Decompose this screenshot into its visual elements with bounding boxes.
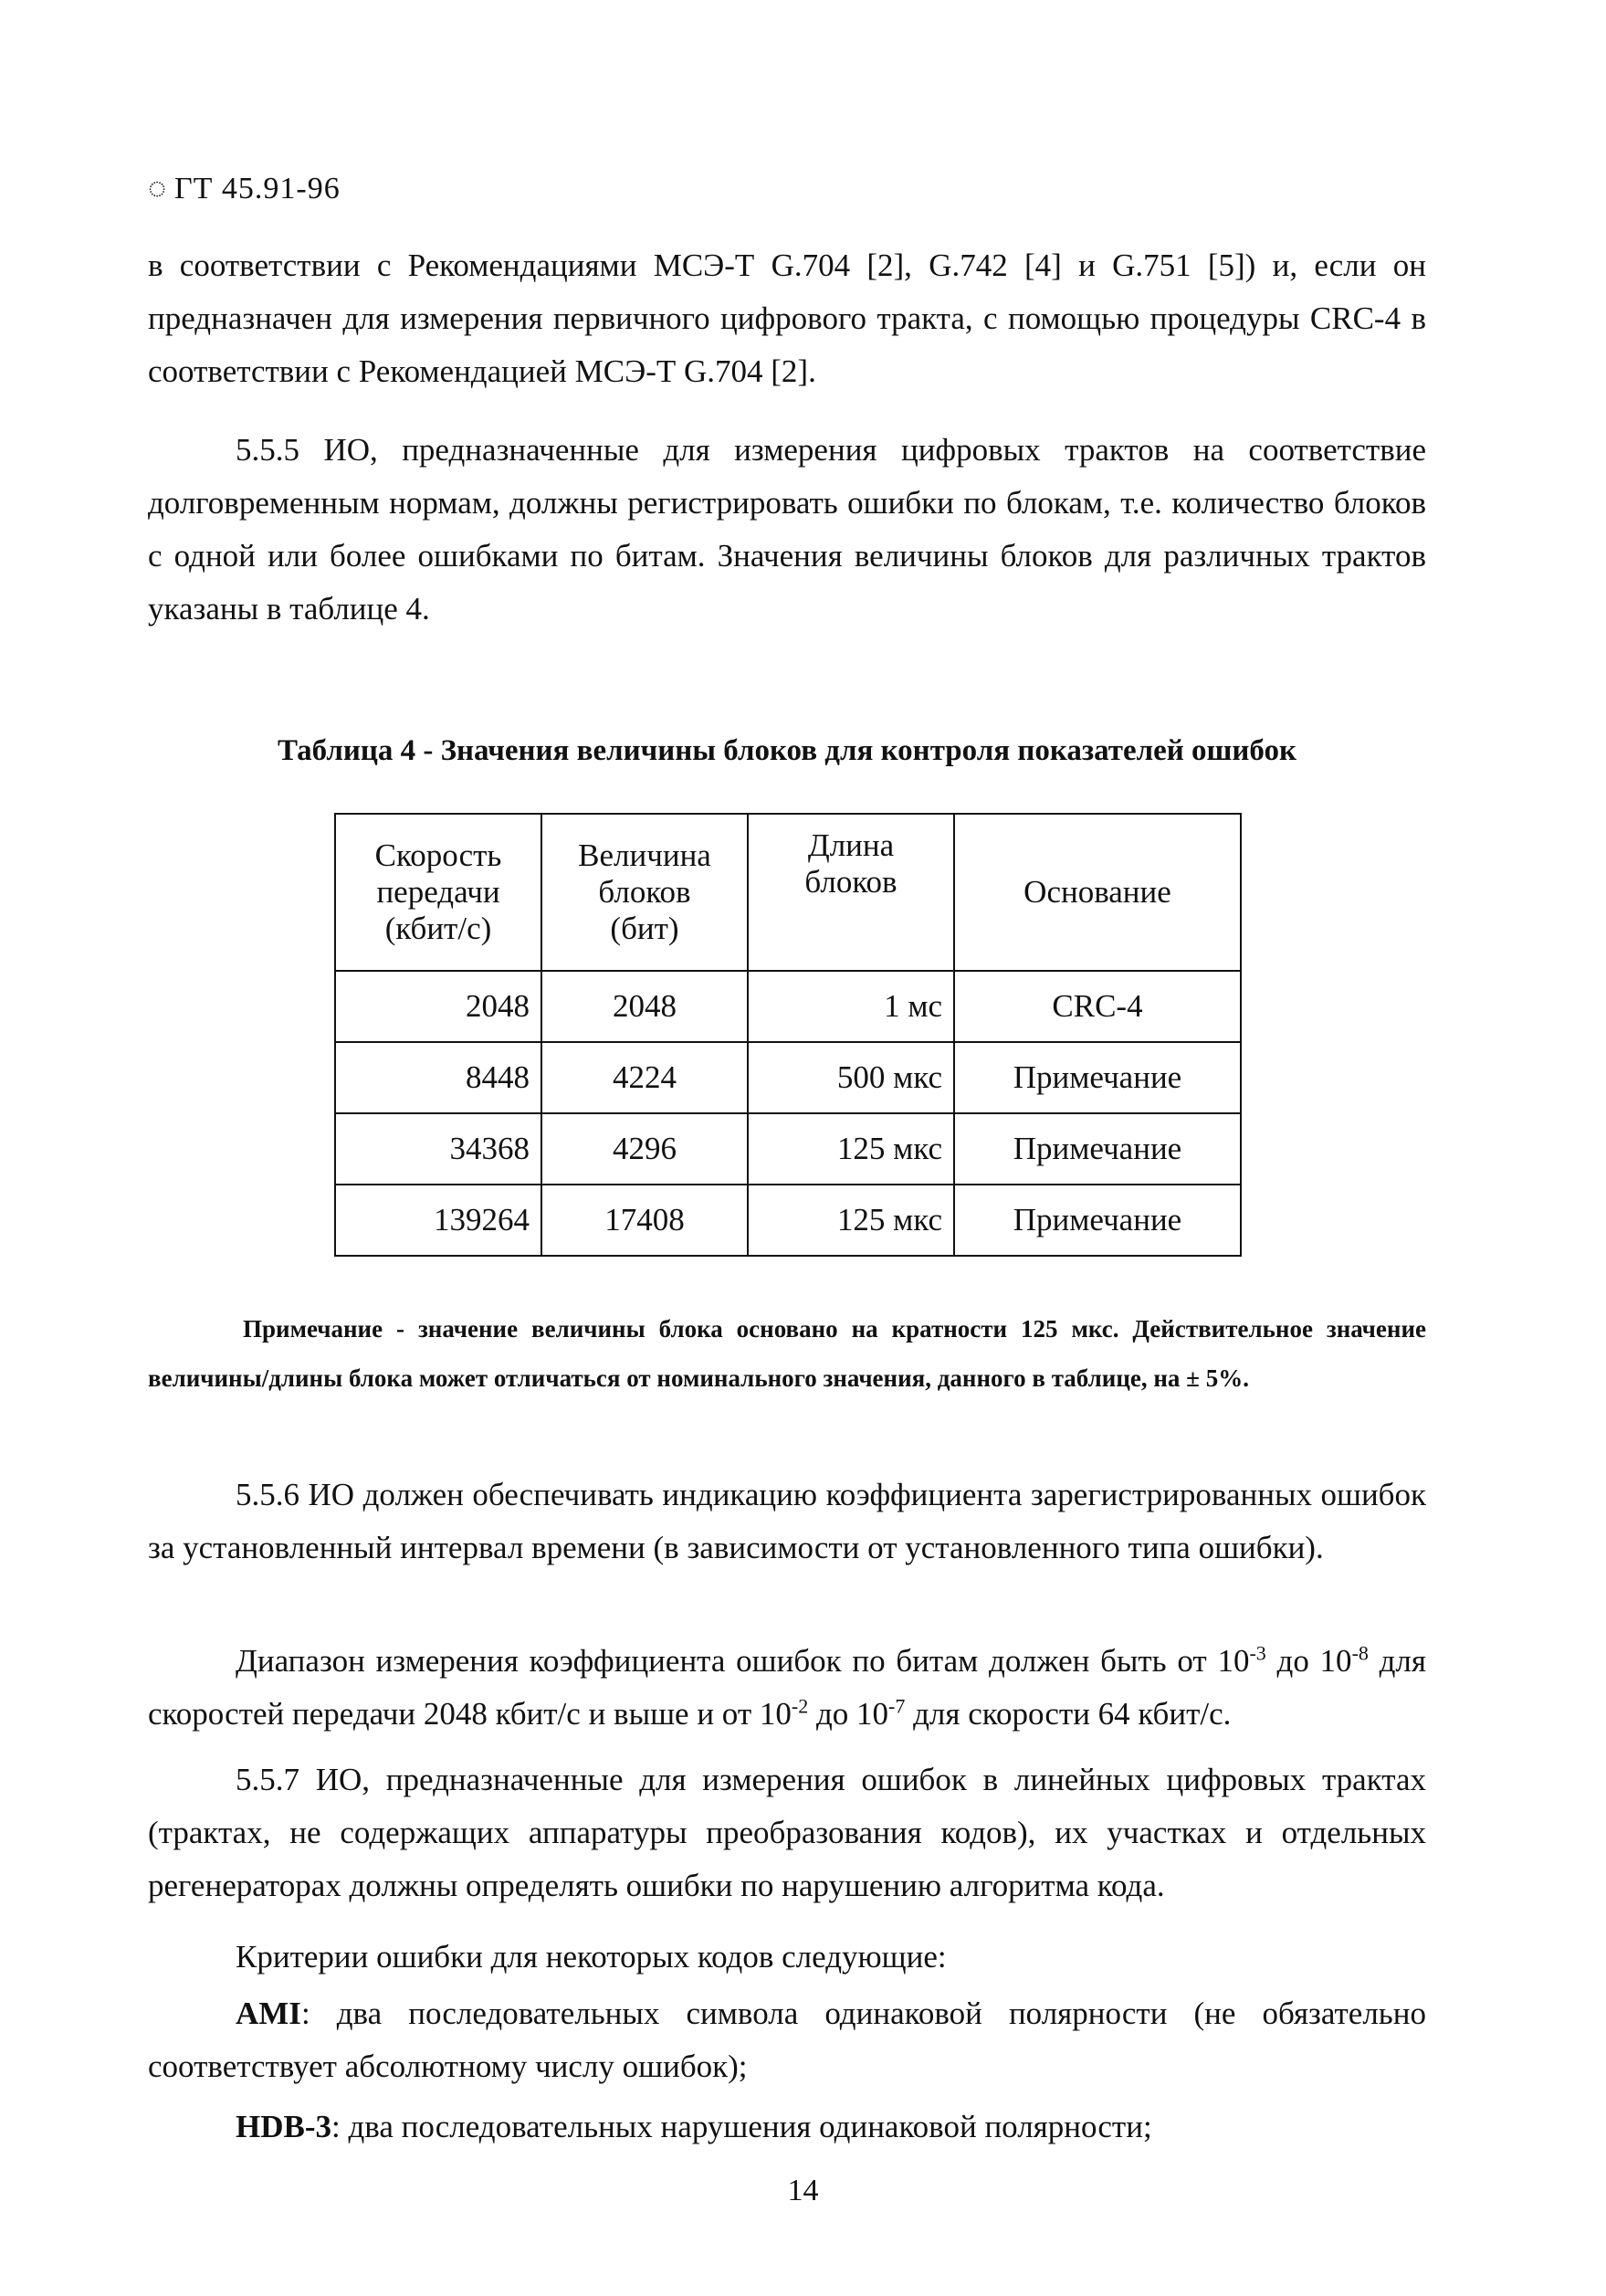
- code-label-ami: AMI: [236, 1996, 301, 2031]
- hdb3-criterion: : два последовательных нарушения одинаковой полярности;: [331, 2109, 1152, 2144]
- header-length-line1: Длина: [807, 827, 895, 863]
- paragraph-hdb3: [148, 2101, 1426, 2154]
- range-text-1: Диапазон измерения коэффициента ошибок по битам должен быть от 10: [236, 1643, 1250, 1679]
- paragraph-intro: в соответствии с Рекомендациями МСЭ-Т G.704 [2], G.742 [4] и G.751 [5]) и, если он предназначен для измерения первичного цифрового тракта, с помощью процедуры CRC-4 в соответствии с Рекомендацией МСЭ-Т G.704 [2].: [148, 248, 1426, 389]
- cell-length: 125 мкс: [748, 1113, 954, 1185]
- header-basis-line1: Основание: [1023, 874, 1171, 910]
- header-length: [748, 814, 954, 971]
- range-text-5: для скорости 64 кбит/с.: [905, 1696, 1232, 1732]
- page-number: 14: [787, 2174, 819, 2207]
- header-rate-line1: Скорость: [374, 837, 502, 873]
- header-size-line3: (бит): [610, 911, 679, 946]
- table-header-row: [335, 814, 1241, 971]
- header-basis: [954, 814, 1241, 971]
- table-caption: Таблица 4 - Значения величины блоков для контроля показателей ошибок: [277, 734, 1297, 767]
- cell-basis: Примечание: [954, 1113, 1241, 1185]
- table-row: [335, 1113, 1241, 1185]
- range-text-2: до 10: [1265, 1643, 1352, 1679]
- range-exp-1: -3: [1249, 1641, 1266, 1665]
- block-size-table: [334, 813, 1242, 1257]
- cell-size: 2048: [541, 971, 748, 1042]
- cell-rate: 8448: [335, 1042, 541, 1113]
- header-length-line2: блоков: [804, 864, 897, 900]
- range-exp-3: -2: [791, 1694, 809, 1718]
- header-rate-line3: (кбит/с): [384, 911, 492, 946]
- cell-length: 500 мкс: [748, 1042, 954, 1113]
- cell-rate: 139264: [335, 1185, 541, 1256]
- table-row: [335, 1185, 1241, 1256]
- document-code: ◌ ГТ 45.91-96: [148, 172, 341, 205]
- range-exp-4: -7: [888, 1694, 906, 1718]
- ami-criterion: : два последовательных символа одинаковой полярности (не обязательно соответствует абсолютному числу ошибок);: [148, 1996, 1426, 2084]
- cell-rate: 34368: [335, 1113, 541, 1185]
- cell-basis: Примечание: [954, 1185, 1241, 1256]
- cell-size: 4224: [541, 1042, 748, 1113]
- range-text-4: до 10: [808, 1696, 889, 1732]
- header-rate: [335, 814, 541, 971]
- cell-size: 17408: [541, 1185, 748, 1256]
- paragraph-criteria: Критерии ошибки для некоторых кодов следующие:: [236, 1939, 947, 1975]
- header-rate-line2: передачи: [376, 874, 500, 910]
- cell-basis: CRC-4: [954, 971, 1241, 1042]
- code-label-hdb3: HDB-3: [236, 2109, 331, 2144]
- cell-rate: 2048: [335, 971, 541, 1042]
- header-size-line2: блоков: [598, 874, 691, 910]
- table-row: [335, 1042, 1241, 1113]
- cell-length: 125 мкс: [748, 1185, 954, 1256]
- cell-basis: Примечание: [954, 1042, 1241, 1113]
- table-row: [335, 971, 1241, 1042]
- cell-length: 1 мс: [748, 971, 954, 1042]
- table-note: Примечание - значение величины блока основано на кратности 125 мкс. Действительное значение величины/длины блока может отличаться от номинального значения, данного в таблице, на ± 5%.: [148, 1315, 1426, 1392]
- header-size-line1: Величина: [578, 837, 711, 873]
- paragraph-ami: [148, 1987, 1426, 2093]
- paragraph-5-5-5: 5.5.5 ИО, предназначенные для измерения цифровых трактов на соответствие долговременным нормам, должны регистрировать ошибки по блокам, т.е. количество блоков с одной или более ошибками по битам. Значения величины блоков для различных трактов указаны в таблице 4.: [148, 432, 1426, 627]
- cell-size: 4296: [541, 1113, 748, 1185]
- range-exp-2: -8: [1351, 1641, 1369, 1665]
- range-text-3: для скоростей передачи 2048 кбит/с и выше и от 10: [148, 1643, 1426, 1732]
- header-size: [541, 814, 748, 971]
- paragraph-error-range: [148, 1635, 1426, 1741]
- paragraph-5-5-6: 5.5.6 ИО должен обеспечивать индикацию коэффициента зарегистрированных ошибок за установленный интервал времени (в зависимости от установленного типа ошибки).: [148, 1477, 1426, 1565]
- paragraph-5-5-7: 5.5.7 ИО, предназначенные для измерения ошибок в линейных цифровых трактах (трактах, не содержащих аппаратуры преобразования кодов), их участках и отдельных регенераторах должны определять ошибки по нарушению алгоритма кода.: [148, 1762, 1426, 1903]
